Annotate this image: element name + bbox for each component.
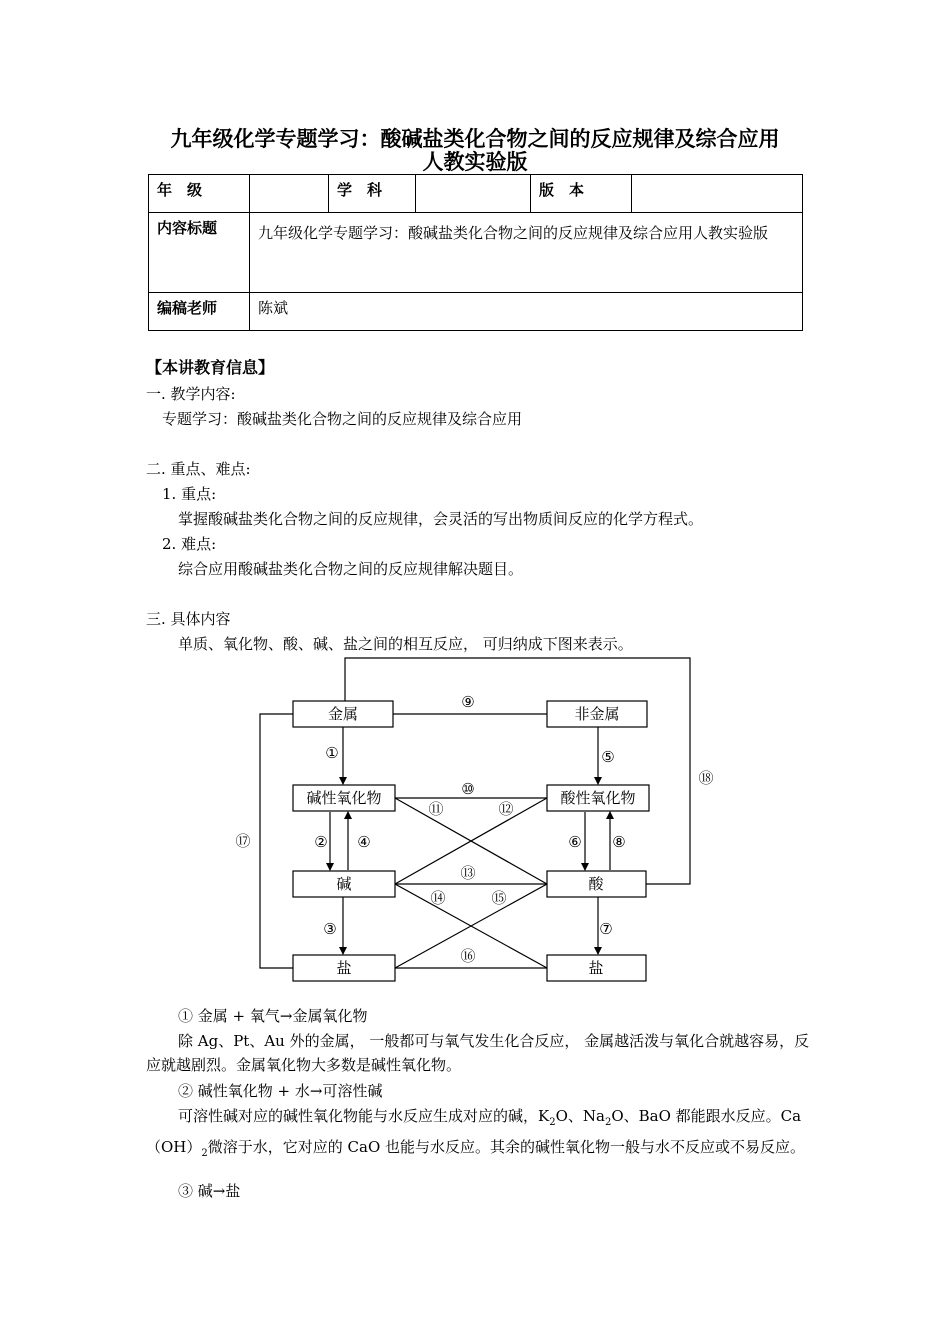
- content-label: 内容标题: [149, 213, 250, 293]
- acidic-oxide-label: 酸性氧化物: [560, 789, 636, 807]
- difficulty-text: 综合应用酸碱盐类化合物之间的反应规律解决题目。: [178, 560, 524, 578]
- key-point-text: 掌握酸碱盐类化合物之间的反应规律，会灵活的写出物质间反应的化学方程式。: [178, 510, 704, 528]
- info-table: [148, 174, 803, 331]
- marker-11: ⑪: [428, 800, 444, 818]
- page-title: 九年级化学专题学习：酸碱盐类化合物之间的反应规律及综合应用: [170, 126, 780, 151]
- base-label: 碱: [336, 875, 352, 893]
- marker-9: ⑨: [461, 693, 475, 711]
- marker-5: ⑤: [601, 748, 615, 766]
- marker-7: ⑦: [599, 920, 613, 938]
- marker-14: ⑭: [430, 889, 446, 907]
- marker-16: ⑯: [460, 947, 476, 965]
- key-point-title: 1. 重点:: [162, 485, 217, 503]
- section-heading: 【本讲教育信息】: [146, 358, 275, 377]
- marker-17: ⑰: [235, 832, 251, 850]
- nonmetal-label: 非金属: [574, 705, 620, 723]
- marker-1: ①: [325, 744, 339, 762]
- content-value: 九年级化学专题学习：酸碱盐类化合物之间的反应规律及综合应用人教实验版: [250, 213, 803, 293]
- basic-oxide-label: 碱性氧化物: [306, 789, 382, 807]
- page-subtitle: 人教实验版: [422, 149, 528, 174]
- subject-label: 学 科: [329, 175, 416, 213]
- section-3-intro: 单质、氧化物、酸、碱、盐之间的相互反应， 可归纳成下图来表示。: [178, 635, 633, 653]
- section-1-title: 一. 教学内容:: [146, 385, 236, 403]
- section-1-text: 专题学习：酸碱盐类化合物之间的反应规律及综合应用: [162, 410, 523, 428]
- marker-3: ③: [323, 920, 337, 938]
- marker-4: ④: [357, 833, 371, 851]
- reaction-1-title: ① 金属 + 氧气→金属氧化物: [178, 1007, 368, 1025]
- marker-8: ⑧: [612, 833, 626, 851]
- edition-label: 版 本: [531, 175, 632, 213]
- reaction-2-title: ② 碱性氧化物 + 水→可溶性碱: [178, 1082, 383, 1100]
- grade-value: [250, 175, 329, 213]
- reaction-3-title: ③ 碱→盐: [178, 1182, 241, 1200]
- acid-label: 酸: [588, 875, 604, 893]
- marker-10: ⑩: [461, 780, 475, 798]
- marker-13: ⑬: [460, 864, 476, 882]
- marker-12: ⑫: [498, 800, 514, 818]
- metal-label: 金属: [327, 705, 359, 723]
- reaction-2-text: 可溶性碱对应的碱性氧化物能与水反应生成对应的碱，$K_2O$、$Na_2O$、BaO 都能跟水反应。$Ca(OH)_2$微溶于水，它对应的 CaO 也能与水反应。其余的碱性氧化物一般与水不反应或不易反应。: [146, 1107, 806, 1159]
- grade-label: 年 级: [149, 175, 250, 213]
- teacher-value: 陈斌: [250, 293, 803, 331]
- reaction-1-text: 除 Ag、Pt、Au 外的金属， 一般都可与氧气发生化合反应， 金属越活泼与氧化合就越容易，反应就越剧烈。金属氧化物大多数是碱性氧化物。: [146, 1032, 810, 1074]
- edition-value: [632, 175, 803, 213]
- salt-right-label: 盐: [588, 959, 604, 977]
- reaction-diagram: [220, 652, 740, 988]
- marker-18: ⑱: [698, 769, 714, 787]
- marker-15: ⑮: [491, 889, 507, 907]
- marker-2: ②: [314, 833, 328, 851]
- section-2-title: 二. 重点、难点:: [146, 460, 251, 478]
- salt-left-label: 盐: [336, 959, 352, 977]
- difficulty-title: 2. 难点:: [162, 535, 217, 553]
- section-3-title: 三. 具体内容: [146, 610, 231, 628]
- teacher-label: 编稿老师: [149, 293, 250, 331]
- marker-6: ⑥: [568, 833, 582, 851]
- subject-value: [416, 175, 531, 213]
